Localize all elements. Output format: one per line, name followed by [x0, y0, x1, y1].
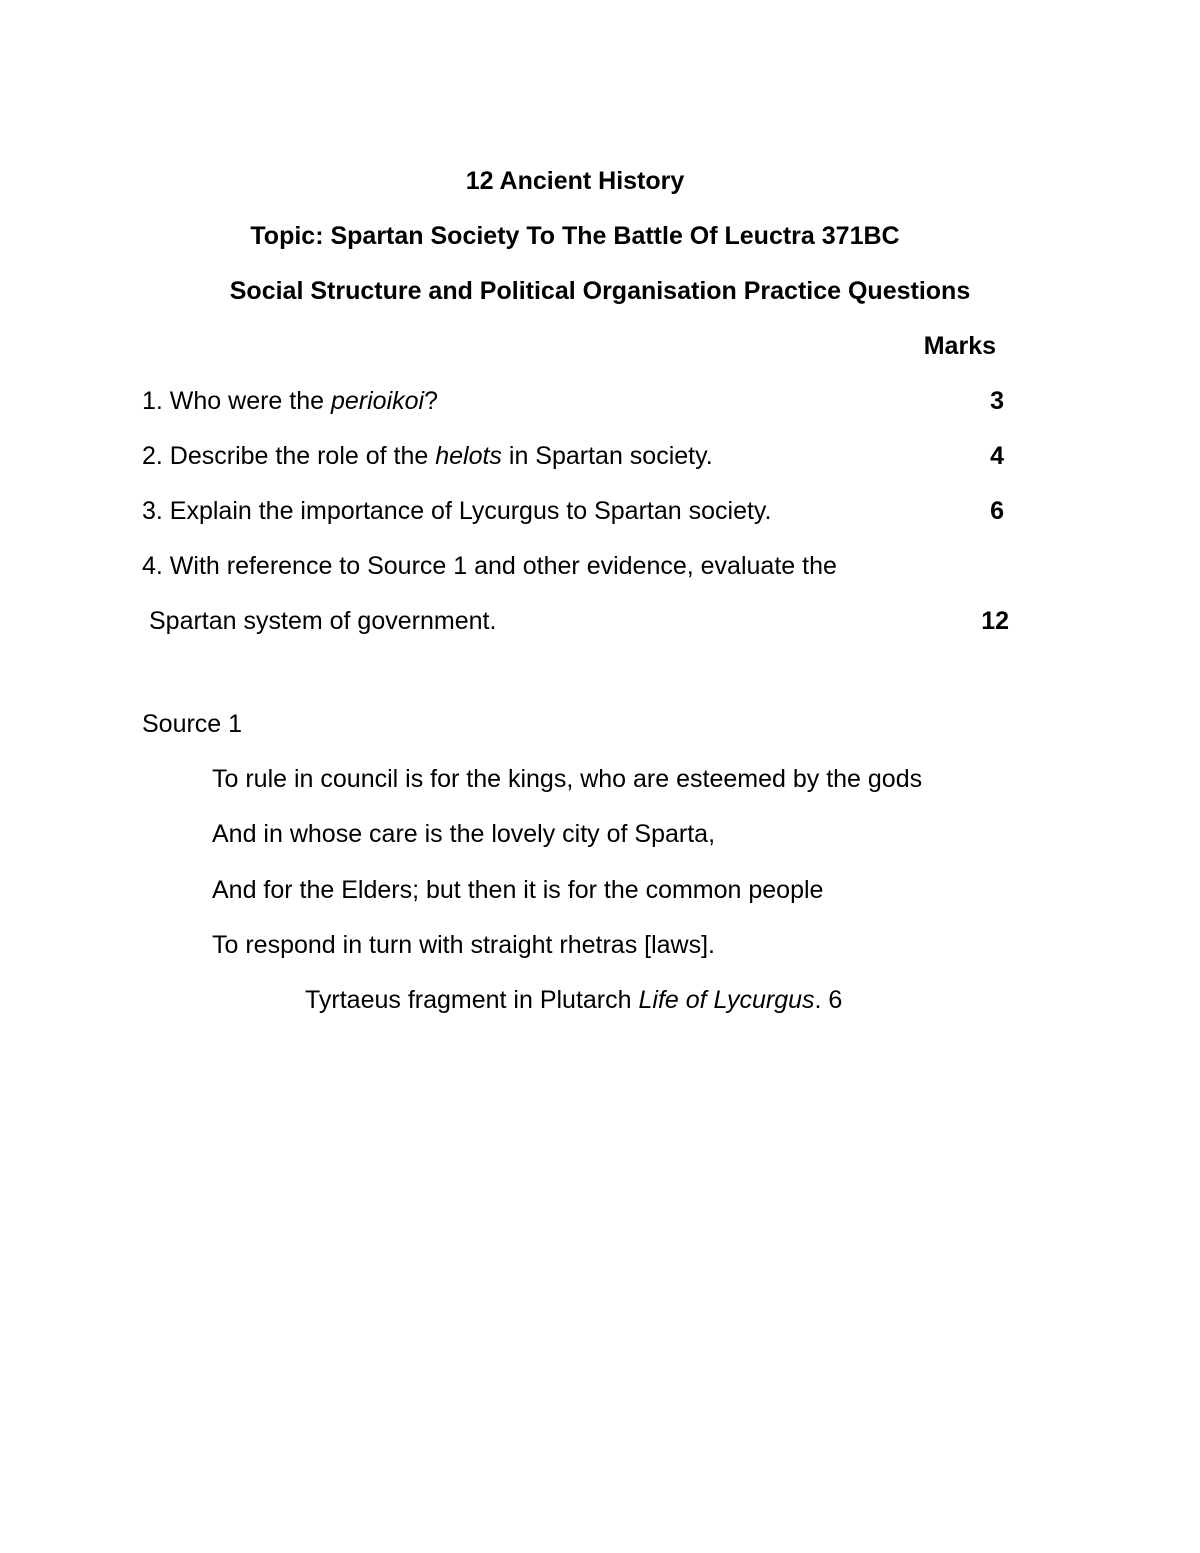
verse-line-2: And in whose care is the lovely city of Sparta,	[212, 820, 716, 848]
question-4-line-2: Spartan system of government.	[149, 607, 497, 635]
topic-heading: Topic: Spartan Society To The Battle Of Leuctra 371BC	[250, 222, 900, 250]
verse-line-4: To respond in turn with straight rhetras [laws].	[212, 931, 716, 959]
question-text: ?	[424, 387, 438, 415]
question-2-marks: 4	[990, 442, 1004, 470]
verse-line-3: And for the Elders; but then it is for the common people	[212, 876, 824, 904]
source-attribution	[305, 985, 842, 1015]
document-title: 12 Ancient History	[465, 167, 685, 195]
question-4-line-1: 4. With reference to Source 1 and other evidence, evaluate the	[142, 552, 837, 580]
subtitle-heading: Social Structure and Political Organisation Practice Questions	[229, 277, 971, 305]
question-term: helots	[435, 442, 502, 470]
question-term: perioikoi	[330, 387, 425, 415]
question-text: 3. Explain the importance of Lycurgus to Spartan society.	[142, 497, 772, 525]
attribution-work-title: Life of Lycurgus	[638, 986, 815, 1014]
source-label: Source 1	[142, 710, 243, 738]
question-text: 2. Describe the role of the	[142, 442, 436, 470]
question-3	[142, 496, 772, 526]
question-text: 1. Who were the	[142, 387, 331, 415]
question-1-marks: 3	[990, 387, 1004, 415]
marks-heading: Marks	[923, 332, 996, 360]
question-3-marks: 6	[990, 497, 1004, 525]
attribution-section: . 6	[814, 986, 843, 1014]
question-text: in Spartan society.	[501, 442, 713, 470]
question-1	[142, 386, 438, 416]
question-4-marks: 12	[981, 607, 1009, 635]
verse-line-1: To rule in council is for the kings, who are esteemed by the gods	[212, 765, 923, 793]
question-2	[142, 441, 713, 471]
attribution-text: Tyrtaeus fragment in Plutarch	[305, 986, 639, 1014]
